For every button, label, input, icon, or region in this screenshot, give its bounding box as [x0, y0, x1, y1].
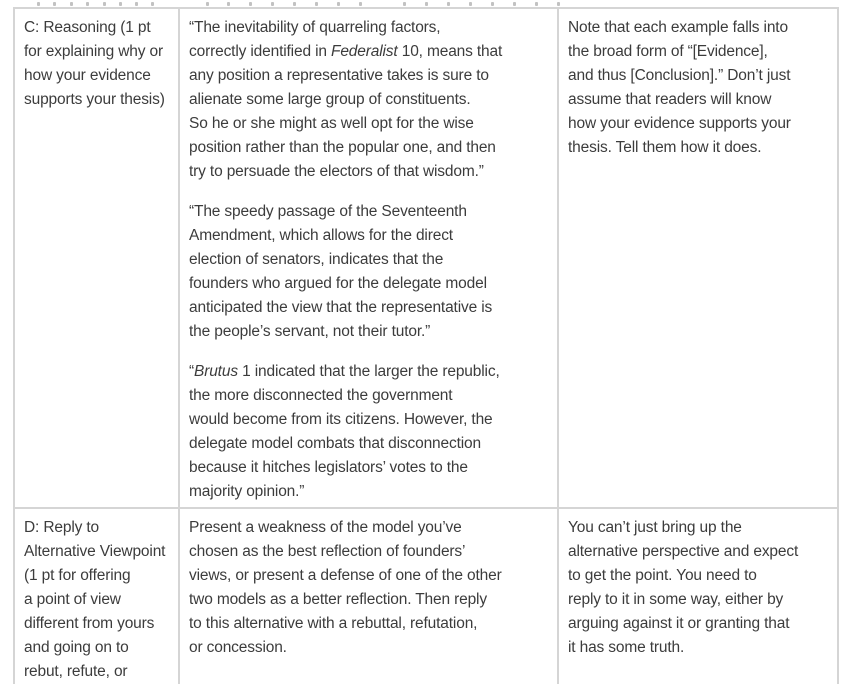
paragraph [189, 516, 553, 660]
text-line: alienate some large group of constituents. [189, 91, 471, 108]
text-line: to this alternative with a rebuttal, refutation, [189, 615, 478, 632]
text-line: “Brutus 1 indicated that the larger the republic, [189, 363, 500, 380]
text-line: and going on to [24, 639, 129, 656]
text-line: You can’t just bring up the [568, 519, 742, 536]
text-line: the broad form of “[Evidence], [568, 43, 768, 60]
text-line: a point of view [24, 591, 121, 608]
text-line: Alternative Viewpoint [24, 543, 166, 560]
text-line: the people’s servant, not their tutor.” [189, 323, 431, 340]
text-line: would become from its citizens. However, the [189, 411, 493, 428]
text-line: two models as a better reflection. Then reply [189, 591, 487, 608]
cell-d-criterion [15, 509, 180, 684]
text-line: Note that each example falls into [568, 19, 788, 36]
text-line: Present a weakness of the model you’ve [189, 519, 462, 536]
table-row-d-reply [15, 507, 837, 684]
text-line: assume that readers will know [568, 91, 772, 108]
cell-d-instructions [180, 509, 559, 684]
paragraph [189, 360, 553, 504]
text-line: rebut, refute, or [24, 663, 128, 680]
text-line: “The speedy passage of the Seventeenth [189, 203, 467, 220]
text-line: So he or she might as well opt for the wise [189, 115, 474, 132]
cutoff-row-remnant [13, 0, 839, 7]
text-line: to get the point. You need to [568, 567, 757, 584]
cell-d-note [559, 509, 837, 684]
text-line: how your evidence supports your [568, 115, 791, 132]
text-line: chosen as the best reflection of founders’ [189, 543, 466, 560]
text-line: it has some truth. [568, 639, 685, 656]
text-line: try to persuade the electors of that wisdom.” [189, 163, 484, 180]
paragraph [568, 16, 833, 160]
text-line: for explaining why or [24, 43, 164, 60]
text-line: anticipated the view that the representative is [189, 299, 493, 316]
text-line: any position a representative takes is sure to [189, 67, 489, 84]
paragraph [189, 16, 553, 184]
text-line: “The inevitability of quarreling factors, [189, 19, 441, 36]
text-line: reply to it in some way, either by [568, 591, 784, 608]
text-line: (1 pt for offering [24, 567, 131, 584]
text-line: the more disconnected the government [189, 387, 453, 404]
text-line: alternative perspective and expect [568, 543, 799, 560]
text-line: or concession. [189, 639, 287, 656]
text-line: founders who argued for the delegate model [189, 275, 487, 292]
cell-c-criterion [15, 9, 180, 507]
text-line: supports your thesis) [24, 91, 165, 108]
text-line: because it hitches legislators’ votes to the [189, 459, 468, 476]
text-line: correctly identified in Federalist 10, means that [189, 43, 503, 60]
text-line: election of senators, indicates that the [189, 251, 444, 268]
text-line: D: Reply to [24, 519, 100, 536]
text-line: position rather than the popular one, and then [189, 139, 496, 156]
rubric-table [13, 7, 839, 684]
table-row-c-reasoning [15, 9, 837, 507]
text-line: thesis. Tell them how it does. [568, 139, 762, 156]
text-line: different from yours [24, 615, 155, 632]
text-line: and thus [Conclusion].” Don’t just [568, 67, 791, 84]
text-line: C: Reasoning (1 pt [24, 19, 151, 36]
text-line: majority opinion.” [189, 483, 305, 500]
paragraph [568, 516, 833, 660]
paragraph [24, 516, 174, 684]
text-line: Amendment, which allows for the direct [189, 227, 453, 244]
text-line: arguing against it or granting that [568, 615, 790, 632]
cell-c-note [559, 9, 837, 507]
text-line: how your evidence [24, 67, 151, 84]
text-line: delegate model combats that disconnection [189, 435, 481, 452]
cell-c-examples [180, 9, 559, 507]
paragraph [24, 16, 174, 112]
text-line: views, or present a defense of one of the other [189, 567, 502, 584]
paragraph [189, 200, 553, 344]
